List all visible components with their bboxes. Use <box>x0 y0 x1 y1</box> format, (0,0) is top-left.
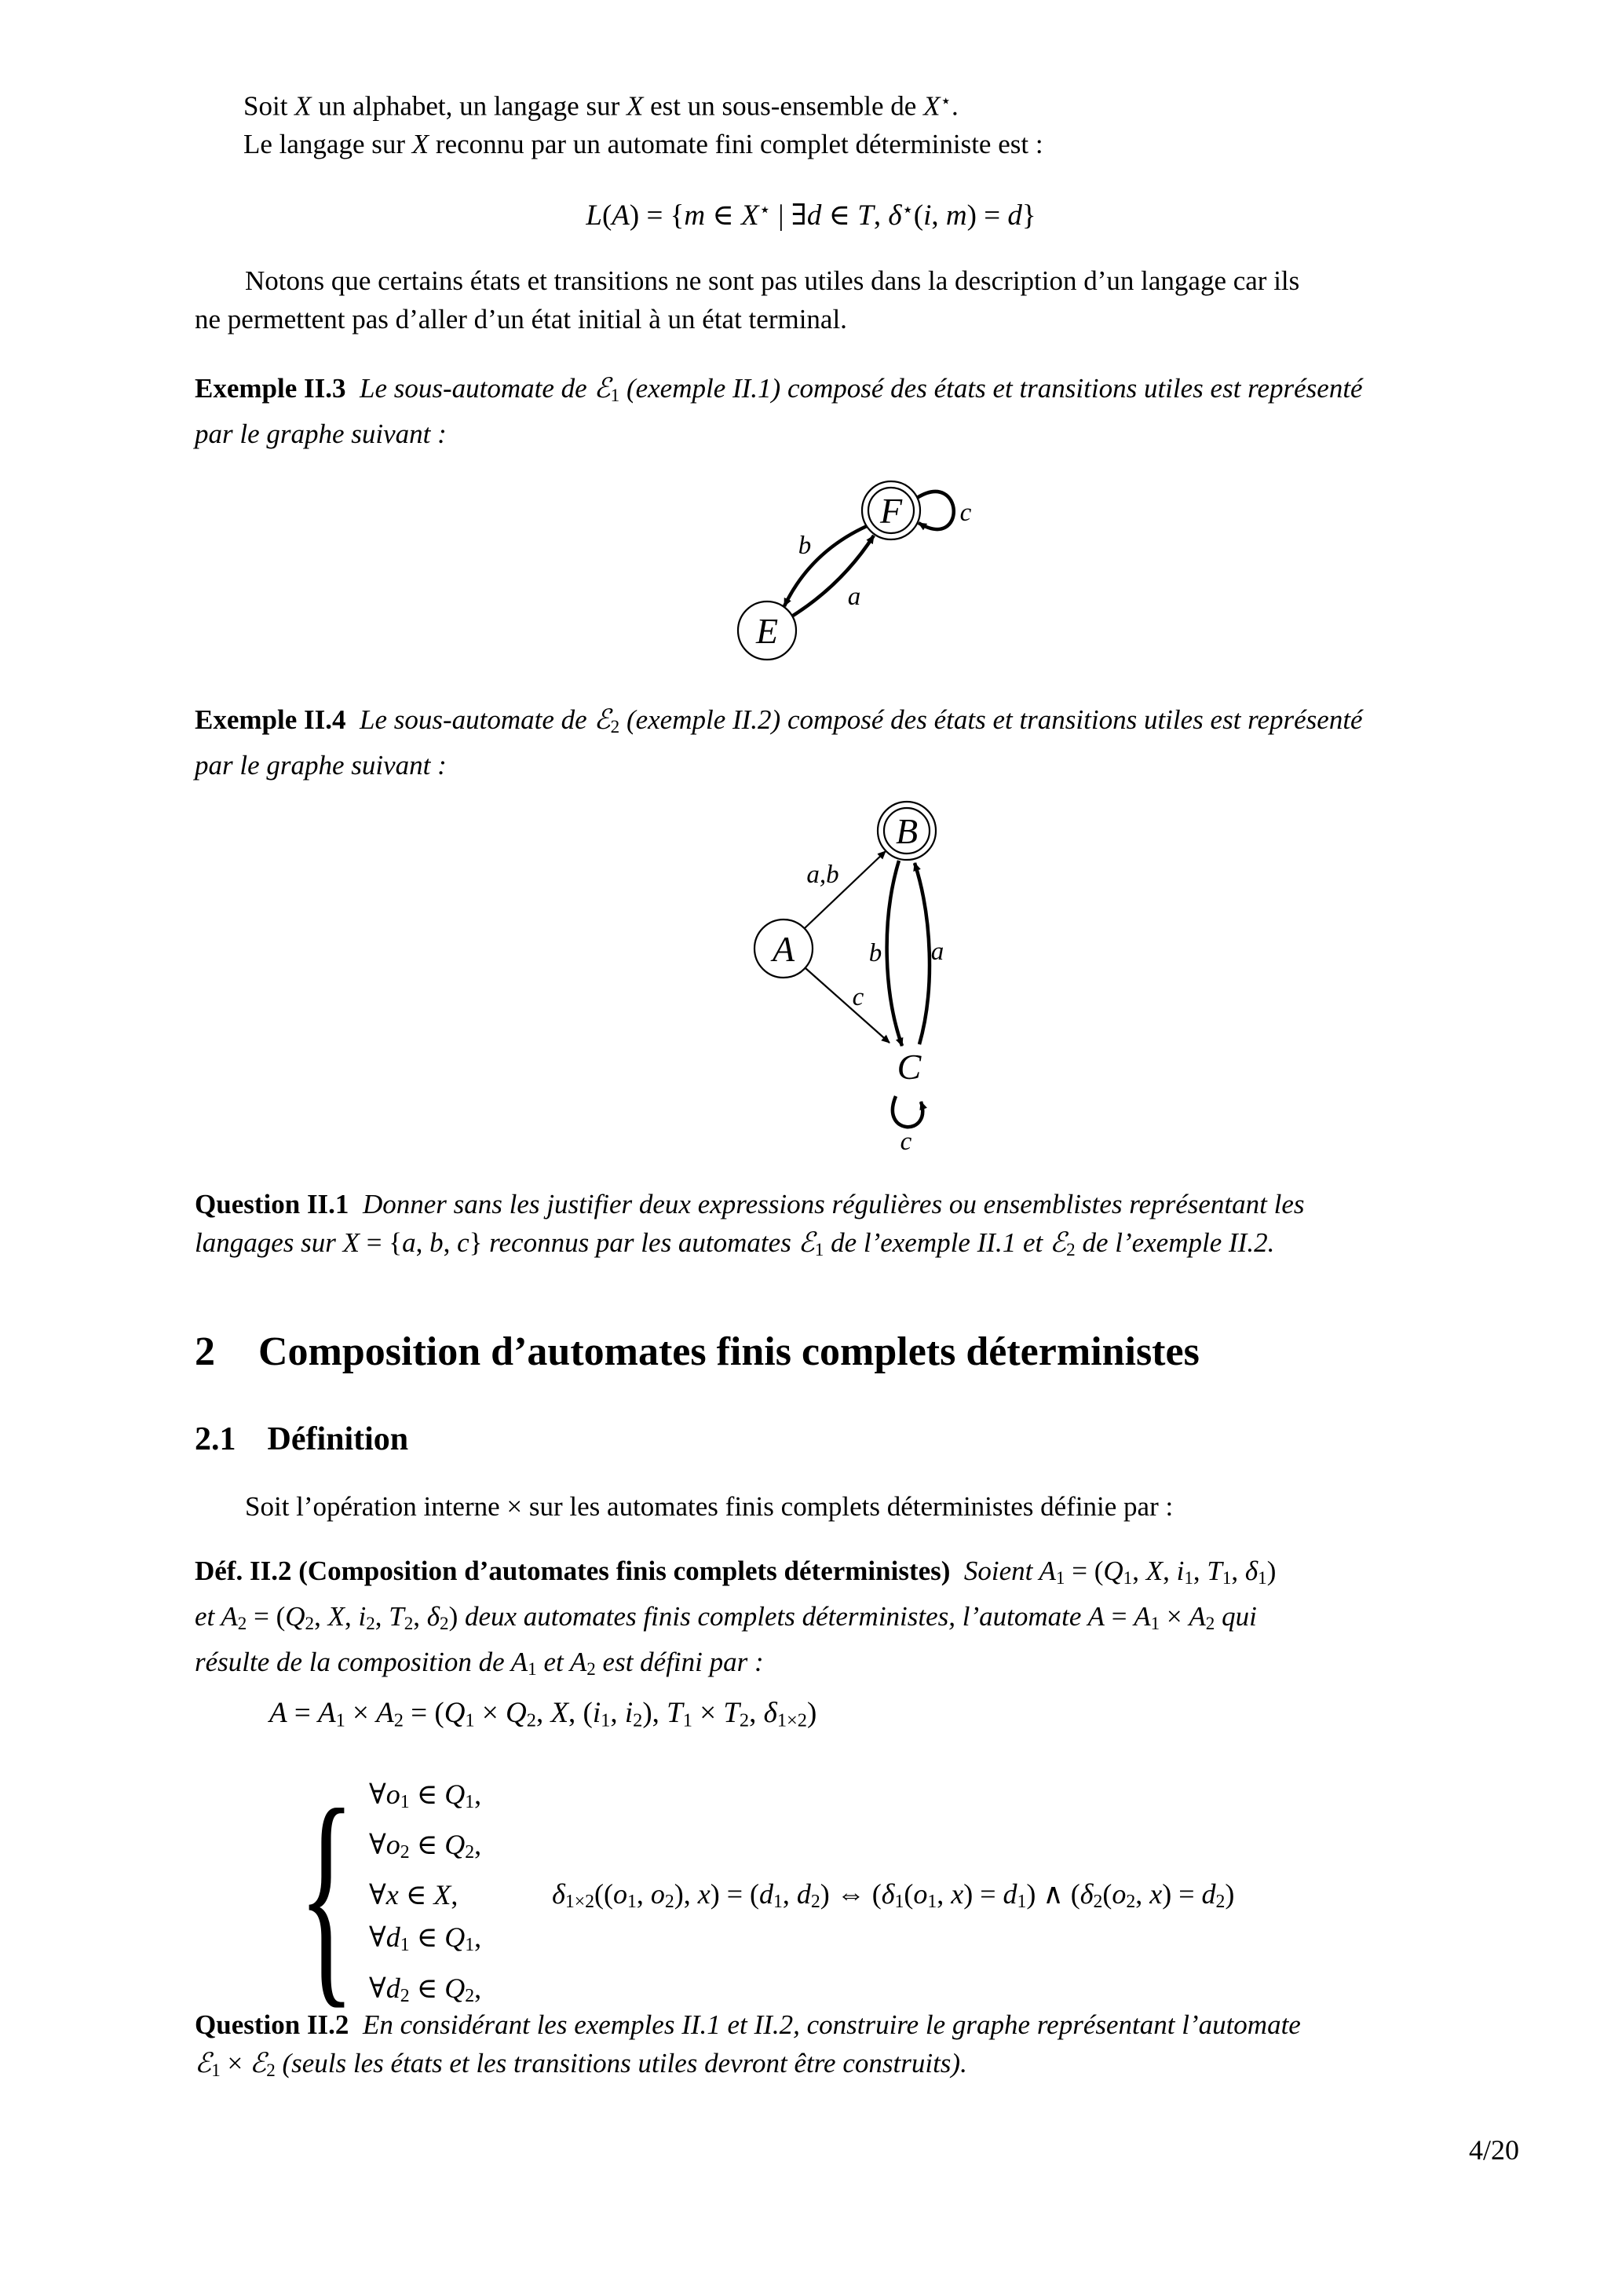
section-2-number: 2 <box>195 1329 215 1374</box>
edge-C-self-loop <box>893 1096 922 1127</box>
quantifier-d1: ∀d1 ∈ Q1, <box>369 1921 482 1956</box>
quantifier-d2: ∀d2 ∈ Q2, <box>369 1972 482 2006</box>
section-21-title: Définition <box>267 1421 409 1457</box>
edge-A-to-C <box>806 968 890 1043</box>
edge-label-F-E-b: b <box>798 532 812 560</box>
exemple-II4-line-2: par le graphe suivant : <box>195 750 447 781</box>
edge-B-to-C <box>887 861 902 1046</box>
question-II1-line-1: Question II.1 Donner sans les justifier deux expressions régulières ou ensemblistes représentant les <box>195 1189 1305 1219</box>
equation-language-definition: L(A) = {m ∈ X⋆ | ∃d ∈ T, δ⋆(i, m) = d} <box>586 199 1036 232</box>
question-II2 <box>195 2005 1301 2089</box>
page-number: 4/20 <box>1468 2134 1519 2166</box>
section-2-heading <box>195 1329 1200 1375</box>
section-2-title: Composition d’automates finis complets déterministes <box>258 1329 1200 1374</box>
equation-composition: A = A1 × A2 = (Q1 × Q2, X, (i1, i2), T1 × T2, δ1×2) <box>269 1697 817 1731</box>
exemple-II4-line-1: Exemple II.4 Le sous-automate de ℰ2 (exemple II.2) composé des états et transitions utiles est représenté <box>195 704 1363 737</box>
state-B-label: B <box>895 811 919 851</box>
operation-intro-paragraph <box>195 1487 1173 1526</box>
definition-II2-line-2: et A2 = (Q2, X, i2, T2, δ2) deux automates finis complets déterministes, l’automate A = A1 × A2 qui <box>195 1601 1257 1634</box>
edge-F-self-loop <box>917 492 954 529</box>
quantifier-o2: ∀o2 ∈ Q2, <box>369 1829 482 1863</box>
edge-label-C-B-a: a <box>930 938 944 966</box>
edge-label-A-B-ab: a,b <box>806 861 839 889</box>
system-left-brace: { <box>298 1761 355 2029</box>
question-II1 <box>195 1185 1305 1269</box>
exemple-II4 <box>195 700 1363 784</box>
edge-label-B-C-b: b <box>868 939 882 967</box>
automaton-graph-E1 <box>691 444 1005 679</box>
exemple-II3-line-1: Exemple II.3 Le sous-automate de ℰ1 (exemple II.1) composé des états et transitions utiles est représenté <box>195 373 1363 406</box>
definition-II2 <box>195 1552 1276 1688</box>
system-quantifier-column <box>369 1773 481 2017</box>
edge-C-to-B <box>915 863 930 1044</box>
exemple-II3 <box>195 369 1363 453</box>
edge-label-E-F-a: a <box>847 583 861 611</box>
edge-label-A-C-c: c <box>852 983 864 1011</box>
question-II2-line-2: ℰ1 × ℰ2 (seuls les états et les transitions utiles devront être construits). <box>195 2048 967 2081</box>
automaton-graph-E2 <box>730 795 1013 1164</box>
quantifier-o1: ∀o1 ∈ Q1, <box>369 1779 482 1813</box>
edge-label-C-loop-c: c <box>900 1128 912 1156</box>
intro-paragraph <box>243 82 1043 163</box>
quantifier-x: ∀x ∈ X, <box>369 1879 458 1911</box>
intro-line-2: Le langage sur X reconnu par un automate fini complet déterministe est : <box>243 129 1043 160</box>
delta-relation-formula: δ1×2((o1, o2), x) = (d1, d2) ⇔ (δ1(o1, x) = d1) ∧ (δ2(o2, x) = d2) <box>552 1877 1235 1913</box>
edge-label-F-loop-c: c <box>959 499 972 527</box>
operation-intro-line-1: Soit l’opération interne × sur les automates finis complets déterministes définie par : <box>245 1491 1174 1522</box>
definition-II2-line-1: Déf. II.2 (Composition d’automates finis complets déterministes) Soient A1 = (Q1, X, i1, T1, δ1) <box>195 1556 1277 1589</box>
section-21-number: 2.1 <box>195 1421 236 1457</box>
state-E-label: E <box>755 611 779 651</box>
state-F-label: F <box>879 491 903 531</box>
question-II2-line-1: Question II.2 En considérant les exemples II.1 et II.2, construire le graphe représentant l’automate <box>195 2009 1301 2040</box>
section-21-heading <box>195 1420 408 1458</box>
note-line-2: ne permettent pas d’aller d’un état initial à un état terminal. <box>195 304 847 335</box>
note-line-1: Notons que certains états et transitions ne sont pas utiles dans la description d’un langage car ils <box>245 265 1300 296</box>
exemple-II3-line-2: par le graphe suivant : <box>195 419 447 450</box>
note-paragraph <box>195 261 1299 338</box>
intro-line-1: Soit X un alphabet, un langage sur X est un sous-ensemble de X⋆. <box>243 90 959 122</box>
state-A-label: A <box>772 929 795 969</box>
question-II1-line-2: langages sur X = {a, b, c} reconnus par les automates ℰ1 de l’exemple II.1 et ℰ2 de l’exemple II.2. <box>195 1227 1275 1260</box>
definition-II2-line-3: résulte de la composition de A1 et A2 est défini par : <box>195 1647 764 1680</box>
state-C-label: C <box>897 1047 922 1087</box>
